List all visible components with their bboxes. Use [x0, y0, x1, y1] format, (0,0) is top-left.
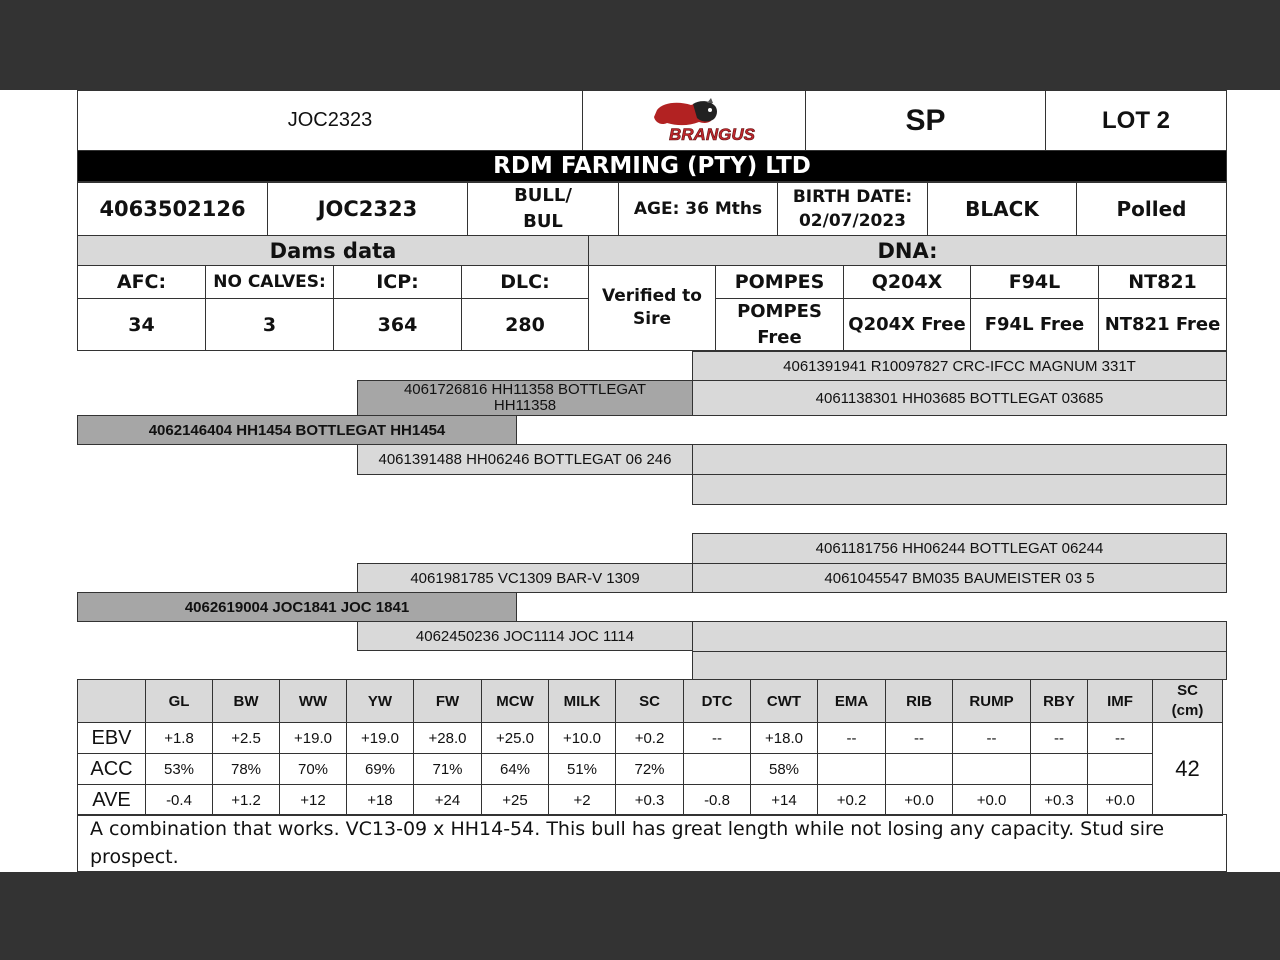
ebv-cell: +10.0	[549, 723, 616, 754]
pedigree-dam-sire-sire: 4061181756 HH06244 BOTTLEGAT 06244	[692, 533, 1227, 564]
ebv-row	[78, 723, 1223, 754]
dna-result-pompes: POMPES Free	[715, 298, 844, 351]
dna-header-nt821: NT821	[1098, 265, 1227, 299]
header-bw: BW	[213, 680, 280, 723]
lot-card	[0, 90, 1280, 872]
ebv-cell: +25.0	[482, 723, 549, 754]
ebv-cell: --	[953, 723, 1031, 754]
ave-cell: +12	[280, 785, 347, 816]
pedigree-empty-3	[692, 621, 1227, 652]
acc-cell: 78%	[213, 754, 280, 785]
ave-cell: +0.3	[616, 785, 684, 816]
birth-date-value: 02/07/2023	[798, 211, 907, 231]
ave-cell: +0.0	[886, 785, 953, 816]
ebv-cell: --	[684, 723, 751, 754]
reg-number: 4063502126	[77, 182, 268, 236]
pedigree-empty-4	[692, 651, 1227, 680]
pedigree-dam-sire: 4061981785 VC1309 BAR-V 1309	[357, 563, 693, 593]
sex-line1: BULL/	[514, 185, 572, 206]
header-fw: FW	[414, 680, 482, 723]
pedigree-sire: 4062146404 HH1454 BOTTLEGAT HH1454	[77, 415, 517, 445]
row-label-ebv: EBV	[78, 723, 146, 754]
ebv-cell: +0.2	[616, 723, 684, 754]
lot-label: LOT 2	[1045, 90, 1227, 151]
header-yw: YW	[347, 680, 414, 723]
birth-date-label: BIRTH DATE:	[792, 187, 913, 207]
ebv-table	[77, 679, 1223, 816]
acc-cell	[1088, 754, 1153, 785]
ave-row	[78, 785, 1223, 816]
header-sc-cm	[1153, 680, 1223, 723]
dna-result-f94l: F94L Free	[970, 298, 1099, 351]
comment-box: A combination that works. VC13-09 x HH14-54. This bull has great length while not losing any capacity. Stud sire prospect.	[77, 814, 1227, 872]
pedigree-sire-dam: 4061391488 HH06246 BOTTLEGAT 06 246	[357, 444, 693, 475]
farm-name: RDM FARMING (PTY) LTD	[77, 150, 1227, 182]
acc-cell: 51%	[549, 754, 616, 785]
header-rump: RUMP	[953, 680, 1031, 723]
ebv-cell: --	[818, 723, 886, 754]
pedigree-empty-1	[692, 444, 1227, 475]
age-cell: AGE: 36 Mths	[618, 182, 778, 236]
dams-data-title: Dams data	[77, 235, 589, 266]
ebv-cell: +28.0	[414, 723, 482, 754]
verified-line1: Verified to	[602, 286, 702, 306]
acc-cell: 53%	[146, 754, 213, 785]
ave-cell: +24	[414, 785, 482, 816]
no-calves-value: 3	[205, 298, 334, 351]
ave-cell: +0.0	[953, 785, 1031, 816]
verified-line2: Sire	[633, 309, 671, 329]
no-calves-header: NO CALVES:	[205, 265, 334, 299]
row-label-acc: ACC	[78, 754, 146, 785]
dna-header-q204x: Q204X	[843, 265, 971, 299]
header-imf: IMF	[1088, 680, 1153, 723]
dna-header-f94l: F94L	[970, 265, 1099, 299]
ebv-cell: --	[1088, 723, 1153, 754]
header-id-code: JOC2323	[77, 90, 583, 151]
acc-cell: 71%	[414, 754, 482, 785]
sp-label: SP	[805, 90, 1046, 151]
acc-row	[78, 754, 1223, 785]
pedigree-empty-2	[692, 474, 1227, 505]
icp-header: ICP:	[333, 265, 462, 299]
horn-status-cell: Polled	[1076, 182, 1227, 236]
dna-result-q204x: Q204X Free	[843, 298, 971, 351]
animal-id: JOC2323	[267, 182, 468, 236]
acc-cell: 72%	[616, 754, 684, 785]
sex-line2: BUL	[523, 211, 563, 232]
dlc-value: 280	[461, 298, 589, 351]
pedigree-sire-sire-sire: 4061391941 R10097827 CRC-IFCC MAGNUM 331T	[692, 351, 1227, 381]
acc-cell	[886, 754, 953, 785]
pedigree-dam-dam: 4062450236 JOC1114 JOC 1114	[357, 621, 693, 651]
header-milk: MILK	[549, 680, 616, 723]
birth-date-cell	[777, 182, 928, 236]
ave-cell: +0.0	[1088, 785, 1153, 816]
header-ww: WW	[280, 680, 347, 723]
icp-value: 364	[333, 298, 462, 351]
dna-header-pompes: POMPES	[715, 265, 844, 299]
ave-cell: +14	[751, 785, 818, 816]
dna-title: DNA:	[588, 235, 1227, 266]
header-sc: SC	[616, 680, 684, 723]
ave-cell: +0.3	[1031, 785, 1088, 816]
ave-cell: +25	[482, 785, 549, 816]
row-label-ave: AVE	[78, 785, 146, 816]
acc-cell	[1031, 754, 1088, 785]
header-mcw: MCW	[482, 680, 549, 723]
pedigree-sire-sire: 4061726816 HH11358 BOTTLEGAT HH11358	[357, 380, 693, 416]
verified-to-sire	[588, 265, 716, 351]
header-rib: RIB	[886, 680, 953, 723]
dlc-header: DLC:	[461, 265, 589, 299]
acc-cell	[684, 754, 751, 785]
ebv-cell: +19.0	[347, 723, 414, 754]
ebv-header-row	[78, 680, 1223, 723]
ebv-cell: --	[1031, 723, 1088, 754]
dna-result-nt821: NT821 Free	[1098, 298, 1227, 351]
header-ema: EMA	[818, 680, 886, 723]
corner-cell	[78, 680, 146, 723]
ebv-cell: --	[886, 723, 953, 754]
header-rby: RBY	[1031, 680, 1088, 723]
color-cell: BLACK	[927, 182, 1077, 236]
afc-value: 34	[77, 298, 206, 351]
svg-text:BRANGUS: BRANGUS	[669, 124, 755, 144]
acc-cell: 70%	[280, 754, 347, 785]
header-gl: GL	[146, 680, 213, 723]
header-dtc: DTC	[684, 680, 751, 723]
ave-cell: +1.2	[213, 785, 280, 816]
ave-cell: +18	[347, 785, 414, 816]
ebv-cell: +1.8	[146, 723, 213, 754]
pedigree-dam: 4062619004 JOC1841 JOC 1841	[77, 592, 517, 622]
ebv-cell: +2.5	[213, 723, 280, 754]
acc-cell: 69%	[347, 754, 414, 785]
sc-cm-line1: SC	[1177, 682, 1198, 699]
header-cwt: CWT	[751, 680, 818, 723]
ave-cell: +2	[549, 785, 616, 816]
sc-cm-line2: (cm)	[1171, 702, 1204, 719]
ebv-cell: +19.0	[280, 723, 347, 754]
bull-logo-icon	[619, 96, 769, 146]
ave-cell: -0.8	[684, 785, 751, 816]
brangus-logo	[582, 90, 806, 151]
ave-cell: +0.2	[818, 785, 886, 816]
acc-cell	[818, 754, 886, 785]
sc-cm-value: 42	[1153, 723, 1223, 816]
afc-header: AFC:	[77, 265, 206, 299]
ebv-cell: +18.0	[751, 723, 818, 754]
sex-cell	[467, 182, 619, 236]
acc-cell: 64%	[482, 754, 549, 785]
pedigree-dam-sire-dam: 4061045547 BM035 BAUMEISTER 03 5	[692, 563, 1227, 593]
ave-cell: -0.4	[146, 785, 213, 816]
acc-cell	[953, 754, 1031, 785]
acc-cell: 58%	[751, 754, 818, 785]
pedigree-sire-sire-dam: 4061138301 HH03685 BOTTLEGAT 03685	[692, 380, 1227, 416]
